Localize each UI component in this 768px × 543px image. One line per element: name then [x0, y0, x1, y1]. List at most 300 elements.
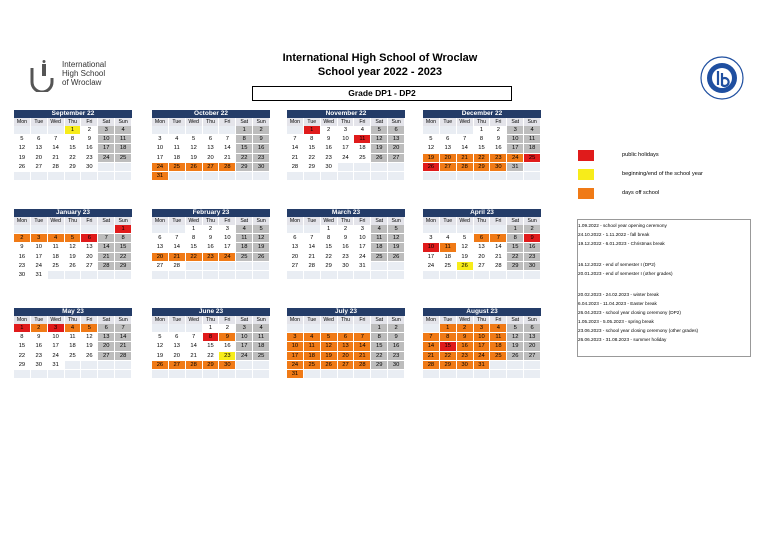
day-cell: 30 [457, 361, 474, 370]
empty-cell [507, 361, 524, 370]
day-cell: 23 [219, 352, 236, 361]
weekday-label: Tue [440, 118, 457, 126]
day-cell: 27 [474, 262, 491, 271]
day-cell: 20 [203, 154, 220, 163]
day-cell: 24 [98, 154, 115, 163]
empty-cell [81, 225, 98, 234]
day-cell: 15 [371, 342, 388, 351]
empty-cell [490, 370, 507, 379]
day-cell: 22 [65, 154, 82, 163]
day-cell: 24 [152, 163, 169, 172]
day-cell: 30 [219, 361, 236, 370]
day-cell: 8 [321, 234, 338, 243]
day-cell: 31 [287, 370, 304, 379]
weekday-header [287, 316, 405, 324]
empty-cell [219, 271, 236, 280]
day-cell: 28 [423, 361, 440, 370]
empty-cell [321, 172, 338, 181]
day-cell: 12 [81, 333, 98, 342]
empty-cell [48, 172, 65, 181]
day-cell: 2 [253, 126, 270, 135]
empty-cell [304, 370, 321, 379]
day-cell: 11 [169, 144, 186, 153]
month-title: November 22 [287, 110, 405, 118]
month-title: June 23 [152, 308, 270, 316]
empty-cell [186, 324, 203, 333]
weekday-header [423, 217, 541, 225]
day-grid [14, 126, 132, 181]
day-cell: 16 [524, 243, 541, 252]
day-cell: 17 [48, 342, 65, 351]
day-cell: 30 [490, 163, 507, 172]
day-cell: 4 [440, 234, 457, 243]
weekday-label: Wed [321, 118, 338, 126]
day-cell: 14 [423, 342, 440, 351]
day-cell: 19 [423, 154, 440, 163]
weekday-header [287, 118, 405, 126]
day-cell: 14 [490, 243, 507, 252]
weekday-label: Fri [354, 118, 371, 126]
day-cell: 9 [338, 234, 355, 243]
day-cell: 5 [423, 135, 440, 144]
weekday-label: Tue [31, 217, 48, 225]
day-cell: 11 [524, 135, 541, 144]
weekday-label: Thu [474, 217, 491, 225]
empty-cell [338, 271, 355, 280]
day-cell: 11 [354, 135, 371, 144]
day-cell: 14 [304, 243, 321, 252]
day-cell: 7 [98, 234, 115, 243]
day-cell: 25 [440, 262, 457, 271]
day-cell: 2 [219, 324, 236, 333]
weekday-label: Sun [115, 316, 132, 324]
weekday-label: Thu [474, 316, 491, 324]
day-cell: 5 [371, 126, 388, 135]
day-grid [14, 324, 132, 379]
day-cell: 9 [524, 234, 541, 243]
empty-cell [203, 126, 220, 135]
weekday-label: Sat [507, 217, 524, 225]
important-dates-box [577, 219, 751, 357]
empty-cell [169, 271, 186, 280]
day-cell: 29 [65, 163, 82, 172]
day-cell: 8 [371, 333, 388, 342]
weekday-label: Sun [524, 118, 541, 126]
empty-cell [304, 225, 321, 234]
empty-cell [474, 370, 491, 379]
empty-cell [440, 271, 457, 280]
weekday-header [14, 316, 132, 324]
weekday-header [152, 118, 270, 126]
weekday-label: Tue [169, 217, 186, 225]
day-cell: 10 [423, 243, 440, 252]
day-cell: 10 [507, 135, 524, 144]
empty-cell [14, 370, 31, 379]
day-cell: 3 [354, 225, 371, 234]
day-cell: 13 [81, 243, 98, 252]
day-cell: 24 [338, 154, 355, 163]
day-cell: 14 [354, 342, 371, 351]
empty-cell [524, 163, 541, 172]
empty-cell [388, 172, 405, 181]
empty-cell [98, 172, 115, 181]
empty-cell [186, 126, 203, 135]
weekday-label: Thu [474, 118, 491, 126]
weekday-header [14, 118, 132, 126]
day-cell: 6 [81, 234, 98, 243]
day-grid [152, 225, 270, 280]
empty-cell [219, 172, 236, 181]
day-cell: 9 [490, 135, 507, 144]
day-cell: 24 [48, 352, 65, 361]
day-grid [287, 225, 405, 280]
weekday-label: Sun [253, 217, 270, 225]
day-cell: 22 [203, 352, 220, 361]
day-cell: 3 [338, 126, 355, 135]
day-cell: 1 [186, 225, 203, 234]
day-cell: 7 [287, 135, 304, 144]
empty-cell [440, 225, 457, 234]
day-cell: 30 [338, 262, 355, 271]
day-cell: 8 [304, 135, 321, 144]
day-cell: 27 [81, 262, 98, 271]
day-cell: 16 [457, 342, 474, 351]
day-cell: 1 [440, 324, 457, 333]
day-cell: 11 [48, 243, 65, 252]
day-cell: 20 [152, 253, 169, 262]
day-cell: 6 [98, 324, 115, 333]
weekday-label: Sat [236, 118, 253, 126]
day-cell: 4 [371, 225, 388, 234]
empty-cell [287, 271, 304, 280]
empty-cell [152, 126, 169, 135]
weekday-label: Fri [490, 118, 507, 126]
day-cell: 19 [14, 154, 31, 163]
day-cell: 3 [31, 234, 48, 243]
day-cell: 14 [287, 144, 304, 153]
weekday-label: Thu [203, 217, 220, 225]
day-cell: 21 [287, 154, 304, 163]
day-cell: 12 [65, 243, 82, 252]
empty-cell [490, 361, 507, 370]
day-cell: 10 [287, 342, 304, 351]
day-cell: 8 [440, 333, 457, 342]
empty-cell [115, 361, 132, 370]
day-cell: 18 [304, 352, 321, 361]
day-cell: 28 [186, 361, 203, 370]
month-calendar [423, 308, 541, 379]
day-cell: 4 [304, 333, 321, 342]
day-cell: 5 [152, 333, 169, 342]
day-cell: 12 [457, 243, 474, 252]
day-cell: 1 [14, 324, 31, 333]
weekday-label: Mon [423, 316, 440, 324]
day-cell: 21 [186, 352, 203, 361]
day-cell: 28 [287, 163, 304, 172]
weekday-label: Mon [287, 118, 304, 126]
day-cell: 25 [65, 352, 82, 361]
day-cell: 30 [388, 361, 405, 370]
day-cell: 18 [48, 253, 65, 262]
empty-cell [253, 271, 270, 280]
day-cell: 6 [388, 126, 405, 135]
empty-cell [287, 225, 304, 234]
day-cell: 6 [169, 333, 186, 342]
day-cell: 7 [115, 324, 132, 333]
day-cell: 31 [474, 361, 491, 370]
day-cell: 11 [440, 243, 457, 252]
day-cell: 20 [81, 253, 98, 262]
day-cell: 16 [14, 253, 31, 262]
day-cell: 9 [31, 333, 48, 342]
day-cell: 12 [321, 342, 338, 351]
empty-cell [186, 370, 203, 379]
empty-cell [304, 172, 321, 181]
day-cell: 3 [152, 135, 169, 144]
empty-cell [490, 225, 507, 234]
logo-line-3: of Wroclaw [62, 78, 102, 87]
day-cell: 18 [169, 154, 186, 163]
legend-dayoff-label: days off school [622, 190, 660, 196]
day-cell: 7 [186, 333, 203, 342]
empty-cell [152, 324, 169, 333]
empty-cell [98, 370, 115, 379]
weekday-label: Tue [440, 217, 457, 225]
day-cell: 2 [524, 225, 541, 234]
day-cell: 27 [152, 262, 169, 271]
empty-cell [169, 324, 186, 333]
empty-cell [115, 370, 132, 379]
day-cell: 23 [81, 154, 98, 163]
weekday-label: Sun [388, 217, 405, 225]
empty-cell [354, 172, 371, 181]
day-cell: 6 [338, 333, 355, 342]
day-cell: 16 [31, 342, 48, 351]
day-cell: 26 [14, 163, 31, 172]
empty-cell [524, 172, 541, 181]
weekday-label: Mon [14, 118, 31, 126]
school-logo-text [62, 60, 106, 87]
empty-cell [457, 370, 474, 379]
empty-cell [186, 172, 203, 181]
weekday-label: Fri [354, 217, 371, 225]
empty-cell [354, 271, 371, 280]
empty-cell [423, 271, 440, 280]
day-cell: 17 [31, 253, 48, 262]
empty-cell [440, 126, 457, 135]
empty-cell [423, 126, 440, 135]
day-cell: 9 [219, 333, 236, 342]
empty-cell [203, 271, 220, 280]
day-cell: 5 [65, 234, 82, 243]
weekday-header [423, 118, 541, 126]
day-cell: 9 [203, 234, 220, 243]
day-cell: 29 [507, 262, 524, 271]
weekday-header [152, 316, 270, 324]
day-cell: 3 [507, 126, 524, 135]
day-cell: 15 [186, 243, 203, 252]
day-cell: 20 [474, 253, 491, 262]
day-cell: 24 [507, 154, 524, 163]
weekday-label: Thu [65, 316, 82, 324]
day-cell: 15 [14, 342, 31, 351]
day-cell: 22 [507, 253, 524, 262]
day-cell: 4 [354, 126, 371, 135]
day-cell: 3 [474, 324, 491, 333]
month-calendar [14, 110, 132, 181]
day-grid [423, 324, 541, 379]
day-cell: 21 [169, 253, 186, 262]
day-cell: 22 [236, 154, 253, 163]
day-cell: 2 [388, 324, 405, 333]
school-crest-icon [28, 60, 58, 92]
day-cell: 15 [440, 342, 457, 351]
empty-cell [388, 370, 405, 379]
empty-cell [253, 262, 270, 271]
day-cell: 7 [169, 234, 186, 243]
day-cell: 21 [98, 253, 115, 262]
day-cell: 13 [338, 342, 355, 351]
day-cell: 17 [98, 144, 115, 153]
day-cell: 9 [81, 135, 98, 144]
day-cell: 19 [81, 342, 98, 351]
empty-cell [338, 324, 355, 333]
day-cell: 23 [203, 253, 220, 262]
empty-cell [115, 163, 132, 172]
day-cell: 4 [490, 324, 507, 333]
empty-cell [115, 271, 132, 280]
empty-cell [219, 262, 236, 271]
day-cell: 3 [219, 225, 236, 234]
day-cell: 19 [457, 253, 474, 262]
day-cell: 11 [253, 333, 270, 342]
weekday-label: Sat [507, 316, 524, 324]
empty-cell [321, 370, 338, 379]
empty-cell [524, 271, 541, 280]
empty-cell [48, 126, 65, 135]
day-cell: 18 [115, 144, 132, 153]
weekday-label: Mon [152, 217, 169, 225]
day-cell: 11 [304, 342, 321, 351]
day-cell: 27 [31, 163, 48, 172]
day-cell: 23 [388, 352, 405, 361]
day-cell: 11 [115, 135, 132, 144]
empty-cell [203, 370, 220, 379]
day-cell: 22 [321, 253, 338, 262]
page-title: International High School of Wroclaw [282, 52, 478, 64]
day-cell: 8 [507, 234, 524, 243]
day-cell: 28 [354, 361, 371, 370]
weekday-label: Fri [219, 316, 236, 324]
empty-cell [457, 172, 474, 181]
day-cell: 29 [236, 163, 253, 172]
empty-cell [338, 172, 355, 181]
day-cell: 24 [474, 352, 491, 361]
empty-cell [14, 225, 31, 234]
weekday-label: Tue [304, 316, 321, 324]
legend-holiday-swatch [578, 150, 594, 161]
day-cell: 11 [490, 333, 507, 342]
weekday-label: Mon [152, 118, 169, 126]
empty-cell [236, 172, 253, 181]
day-grid [287, 324, 405, 379]
empty-cell [354, 370, 371, 379]
empty-cell [354, 324, 371, 333]
day-grid [423, 225, 541, 280]
day-cell: 20 [169, 352, 186, 361]
day-cell: 7 [354, 333, 371, 342]
day-cell: 3 [236, 324, 253, 333]
day-cell: 6 [152, 234, 169, 243]
weekday-label: Mon [14, 217, 31, 225]
grade-banner: Grade DP1 - DP2 [252, 86, 512, 101]
weekday-label: Wed [186, 118, 203, 126]
empty-cell [152, 271, 169, 280]
note-item: 26.06.2023 - 31.08.2023 - summer holiday [578, 337, 667, 342]
day-cell: 2 [321, 126, 338, 135]
day-cell: 7 [48, 135, 65, 144]
day-cell: 10 [236, 333, 253, 342]
day-cell: 11 [65, 333, 82, 342]
day-cell: 29 [371, 361, 388, 370]
empty-cell [169, 172, 186, 181]
month-calendar [423, 110, 541, 181]
day-cell: 17 [354, 243, 371, 252]
day-cell: 8 [115, 234, 132, 243]
empty-cell [388, 271, 405, 280]
day-cell: 31 [507, 163, 524, 172]
day-cell: 23 [31, 352, 48, 361]
day-cell: 13 [169, 342, 186, 351]
legend-holiday-label: public holidays [622, 152, 659, 158]
note-item: 1.09.2022 - school year opening ceremony [578, 223, 667, 228]
empty-cell [507, 370, 524, 379]
month-calendar [287, 110, 405, 181]
day-cell: 22 [115, 253, 132, 262]
day-cell: 1 [507, 225, 524, 234]
day-cell: 22 [440, 352, 457, 361]
day-cell: 27 [388, 154, 405, 163]
day-cell: 27 [338, 361, 355, 370]
weekday-label: Tue [31, 316, 48, 324]
empty-cell [457, 271, 474, 280]
empty-cell [490, 172, 507, 181]
weekday-label: Sun [253, 118, 270, 126]
day-cell: 25 [253, 352, 270, 361]
weekday-label: Thu [203, 118, 220, 126]
weekday-label: Wed [321, 316, 338, 324]
day-cell: 24 [219, 253, 236, 262]
empty-cell [423, 172, 440, 181]
day-cell: 24 [354, 253, 371, 262]
day-cell: 15 [474, 144, 491, 153]
day-cell: 26 [81, 352, 98, 361]
day-cell: 21 [304, 253, 321, 262]
day-cell: 31 [48, 361, 65, 370]
day-grid [152, 324, 270, 379]
day-cell: 13 [31, 144, 48, 153]
day-cell: 25 [48, 262, 65, 271]
empty-cell [65, 172, 82, 181]
month-title: May 23 [14, 308, 132, 316]
empty-cell [186, 271, 203, 280]
weekday-label: Fri [81, 217, 98, 225]
weekday-header [14, 217, 132, 225]
day-cell: 16 [81, 144, 98, 153]
day-cell: 8 [14, 333, 31, 342]
weekday-label: Wed [186, 217, 203, 225]
day-cell: 10 [338, 135, 355, 144]
